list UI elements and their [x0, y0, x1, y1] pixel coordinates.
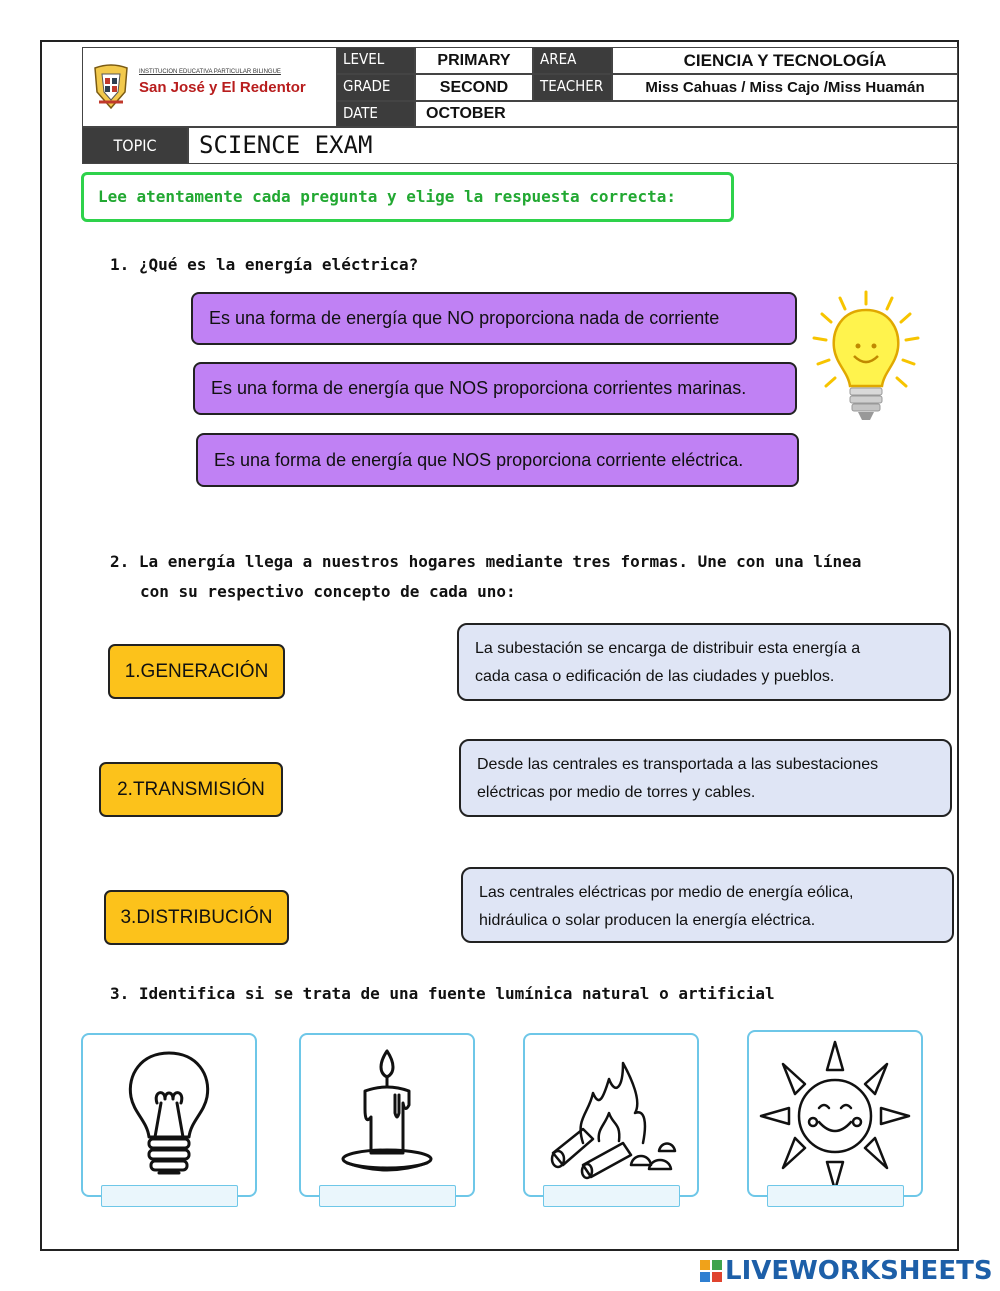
q1-option-2[interactable]: Es una forma de energía que NOS proporciona corrientes marinas.	[193, 362, 797, 415]
liveworksheets-grid-icon	[700, 1260, 722, 1282]
grade-label: GRADE	[336, 74, 415, 101]
brand-text: LIVEWORKSHEETS	[725, 1256, 993, 1286]
sun-icon	[747, 1030, 923, 1197]
school-name: San José y El Redentor	[139, 79, 306, 96]
term-distribucion[interactable]: 3.DISTRIBUCIÓN	[104, 890, 289, 945]
definition-transmision[interactable]	[459, 739, 952, 817]
definition-generacion[interactable]	[461, 867, 954, 943]
candle-icon	[299, 1033, 475, 1197]
campfire-icon	[523, 1033, 699, 1197]
school-logo-cell	[82, 47, 336, 127]
school-subtitle: INSTITUCION EDUCATIVA PARTICULAR BILINGUE	[139, 69, 281, 75]
school-crest-icon	[91, 62, 131, 110]
answer-input-4[interactable]	[767, 1185, 904, 1207]
definition-distribucion[interactable]	[457, 623, 951, 701]
instruction-box: Lee atentamente cada pregunta y elige la respuesta correcta:	[81, 172, 734, 222]
answer-input-3[interactable]	[543, 1185, 680, 1207]
area-value: CIENCIA Y TECNOLOGÍA	[612, 47, 958, 74]
image-card-lightbulb	[81, 1033, 257, 1197]
term-transmision[interactable]: 2.TRANSMISIÓN	[99, 762, 283, 817]
definition-3-line-2: hidráulica o solar producen la energía eléctrica.	[479, 912, 816, 929]
answer-input-1[interactable]	[101, 1185, 238, 1207]
definition-1-line-2: cada casa o edificación de las ciudades y pueblos.	[475, 668, 835, 685]
image-card-sun	[747, 1030, 923, 1197]
topic-value: SCIENCE EXAM	[188, 127, 958, 164]
definition-3-line-1: Las centrales eléctricas por medio de energía eólica,	[479, 884, 854, 901]
question-2-line-1: 2. La energía llega a nuestros hogares mediante tres formas. Une con una línea	[110, 552, 862, 571]
teacher-label: TEACHER	[533, 74, 612, 101]
definition-2-line-1: Desde las centrales es transportada a las subestaciones	[477, 756, 879, 773]
smiling-lightbulb-icon	[812, 290, 920, 426]
level-value: PRIMARY	[415, 47, 533, 74]
lightbulb-icon	[81, 1033, 257, 1197]
date-value: OCTOBER	[415, 101, 958, 127]
definition-2-line-2: eléctricas por medio de torres y cables.	[477, 784, 756, 801]
liveworksheets-logo[interactable]	[700, 1256, 996, 1286]
image-card-campfire	[523, 1033, 699, 1197]
question-3: 3. Identifica si se trata de una fuente lumínica natural o artificial	[110, 984, 775, 1003]
answer-input-2[interactable]	[319, 1185, 456, 1207]
question-1: 1. ¿Qué es la energía eléctrica?	[110, 255, 419, 274]
image-card-candle	[299, 1033, 475, 1197]
area-label: AREA	[533, 47, 612, 74]
term-generacion[interactable]: 1.GENERACIÓN	[108, 644, 285, 699]
question-2-line-2: con su respectivo concepto de cada uno:	[140, 582, 516, 601]
level-label: LEVEL	[336, 47, 415, 74]
q1-option-1[interactable]: Es una forma de energía que NO proporciona nada de corriente	[191, 292, 797, 345]
q1-option-3[interactable]: Es una forma de energía que NOS proporciona corriente eléctrica.	[196, 433, 799, 487]
teacher-value: Miss Cahuas / Miss Cajo /Miss Huamán	[612, 74, 958, 101]
date-label: DATE	[336, 101, 415, 127]
definition-1-line-1: La subestación se encarga de distribuir esta energía a	[475, 640, 861, 657]
grade-value: SECOND	[415, 74, 533, 101]
topic-label: TOPIC	[82, 127, 188, 164]
